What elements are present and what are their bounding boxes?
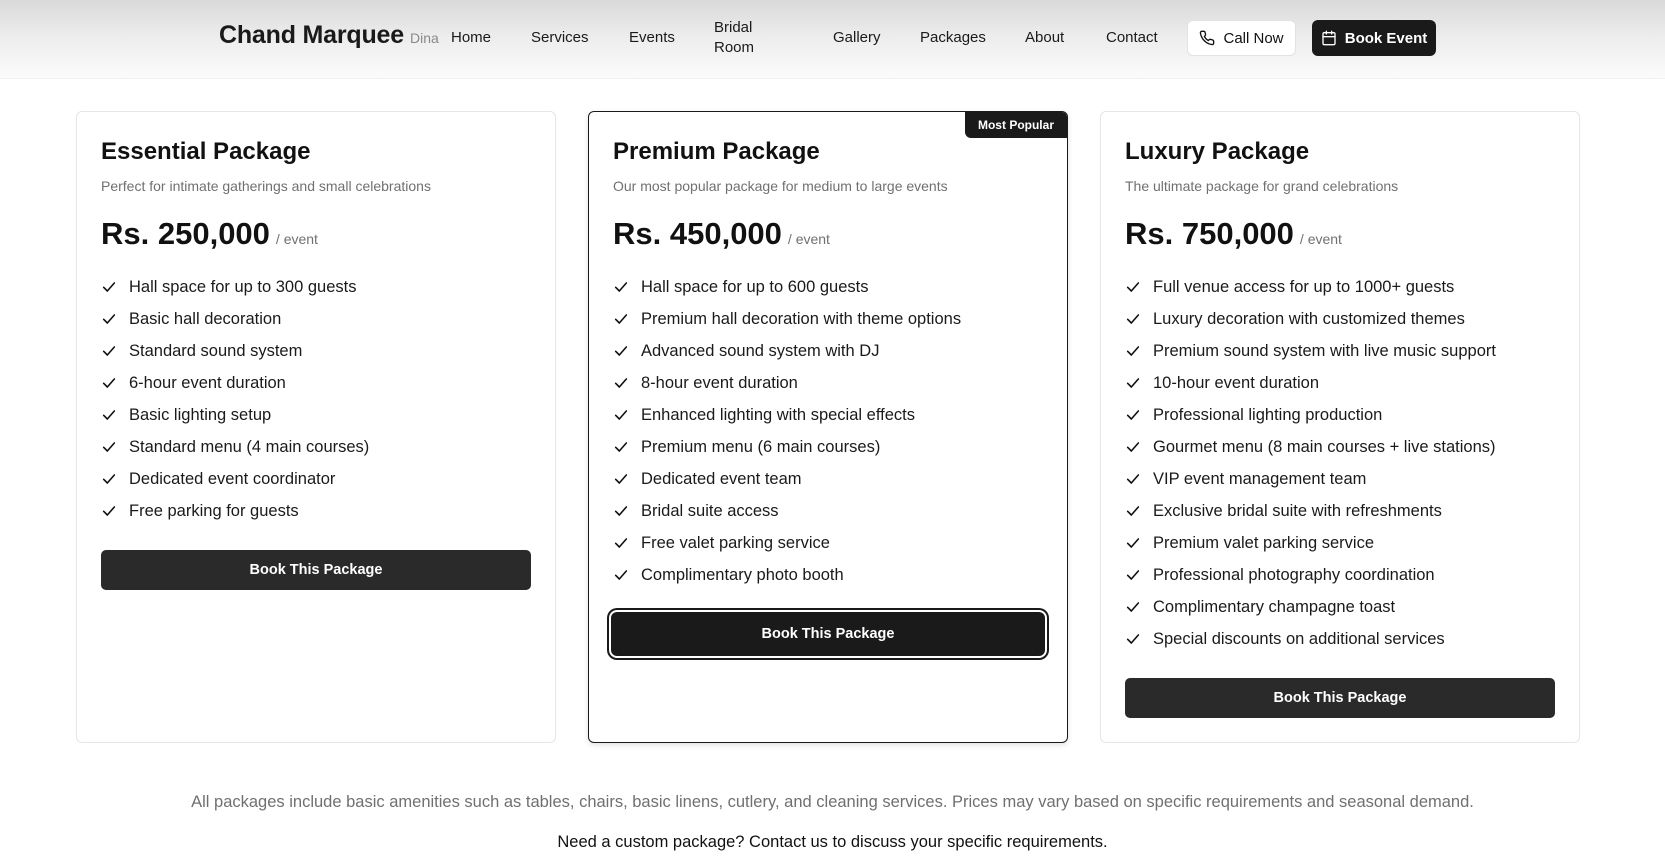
book-event-label: Book Event — [1344, 29, 1428, 47]
feature-item — [1125, 335, 1496, 367]
check-icon — [613, 439, 629, 455]
price-row — [613, 216, 830, 252]
feature-label: Complimentary champagne toast — [1153, 597, 1396, 616]
feature-item — [1125, 527, 1496, 559]
feature-item — [613, 559, 961, 591]
feature-label: Premium hall decoration with theme options — [641, 309, 962, 328]
feature-item — [101, 303, 369, 335]
feature-label: Standard menu (4 main courses) — [129, 437, 370, 456]
feature-label: Professional photography coordination — [1153, 565, 1435, 584]
feature-label: Gourmet menu (8 main courses + live stations) — [1153, 437, 1496, 456]
package-description: The ultimate package for grand celebrations — [1125, 178, 1399, 194]
nav-about[interactable]: About — [1025, 29, 1065, 46]
feature-item — [1125, 591, 1496, 623]
nav-home[interactable]: Home — [451, 29, 492, 46]
amenities-note: All packages include basic amenities such as tables, chairs, basic linens, cutlery, and cleaning services. Prices may vary based on specific requirements and seasonal demand. — [191, 793, 1474, 811]
price-row — [101, 216, 318, 252]
feature-list — [1125, 271, 1496, 655]
feature-label: Enhanced lighting with special effects — [641, 405, 915, 424]
feature-label: Advanced sound system with DJ — [641, 341, 880, 360]
feature-item — [101, 495, 369, 527]
feature-item — [613, 367, 961, 399]
feature-item — [613, 495, 961, 527]
check-icon — [1125, 279, 1141, 295]
price-unit: / event — [1299, 231, 1342, 247]
check-icon — [1125, 503, 1141, 519]
check-icon — [101, 279, 117, 295]
check-icon — [1125, 439, 1141, 455]
nav-services[interactable]: Services — [531, 29, 589, 46]
check-icon — [101, 439, 117, 455]
feature-label: Premium valet parking service — [1153, 533, 1374, 552]
check-icon — [101, 471, 117, 487]
feature-label: 8-hour event duration — [641, 373, 798, 392]
check-icon — [613, 535, 629, 551]
custom-package-cta[interactable]: Need a custom package? Contact us to discuss your specific requirements. — [557, 833, 1108, 851]
feature-item — [1125, 559, 1496, 591]
check-icon — [1125, 535, 1141, 551]
feature-label: Hall space for up to 300 guests — [129, 277, 357, 296]
feature-item — [1125, 367, 1496, 399]
check-icon — [613, 343, 629, 359]
feature-label: Special discounts on additional services — [1153, 629, 1445, 648]
most-popular-badge: Most Popular — [965, 112, 1067, 138]
check-icon — [613, 279, 629, 295]
feature-item — [1125, 463, 1496, 495]
feature-item — [101, 431, 369, 463]
check-icon — [101, 343, 117, 359]
check-icon — [613, 407, 629, 423]
feature-item — [613, 527, 961, 559]
book-package-button[interactable]: Book This Package — [611, 612, 1045, 656]
feature-label: Exclusive bridal suite with refreshments — [1153, 501, 1442, 520]
call-now-label: Call Now — [1223, 29, 1284, 47]
feature-label: Dedicated event coordinator — [129, 469, 336, 488]
feature-label: 6-hour event duration — [129, 373, 286, 392]
feature-list — [613, 271, 961, 591]
feature-item — [613, 463, 961, 495]
package-title: Premium Package — [613, 138, 820, 165]
feature-label: Basic lighting setup — [129, 405, 272, 424]
feature-label: Full venue access for up to 1000+ guests — [1153, 277, 1455, 296]
check-icon — [1125, 311, 1141, 327]
nav-contact[interactable]: Contact — [1106, 29, 1158, 46]
check-icon — [613, 311, 629, 327]
feature-label: Hall space for up to 600 guests — [641, 277, 869, 296]
book-package-button[interactable]: Book This Package — [101, 550, 531, 590]
feature-label: Bridal suite access — [641, 501, 779, 520]
feature-item — [1125, 431, 1496, 463]
feature-item — [613, 431, 961, 463]
check-icon — [613, 503, 629, 519]
feature-label: Luxury decoration with customized themes — [1153, 309, 1465, 328]
feature-item — [101, 463, 369, 495]
feature-label: Basic hall decoration — [129, 309, 282, 328]
check-icon — [1125, 471, 1141, 487]
brand-subtitle: Dina — [410, 30, 439, 46]
check-icon — [613, 375, 629, 391]
brand-logo[interactable]: Chand Marquee — [219, 21, 404, 49]
feature-item — [613, 335, 961, 367]
feature-label: Standard sound system — [129, 341, 303, 360]
package-title: Luxury Package — [1125, 138, 1310, 165]
feature-item — [101, 399, 369, 431]
nav-gallery[interactable]: Gallery — [833, 29, 881, 46]
feature-label: Premium menu (6 main courses) — [641, 437, 881, 456]
book-package-button[interactable]: Book This Package — [1125, 678, 1555, 718]
package-card-luxury — [1100, 111, 1580, 743]
calendar-icon — [1321, 30, 1337, 46]
feature-item — [101, 367, 369, 399]
check-icon — [101, 503, 117, 519]
feature-label: Complimentary photo booth — [641, 565, 844, 584]
feature-item — [1125, 271, 1496, 303]
package-title: Essential Package — [101, 138, 311, 165]
check-icon — [101, 311, 117, 327]
feature-item — [613, 399, 961, 431]
check-icon — [1125, 599, 1141, 615]
package-description: Perfect for intimate gatherings and small celebrations — [101, 178, 431, 194]
feature-item — [101, 271, 369, 303]
feature-label: Free parking for guests — [129, 501, 299, 520]
check-icon — [1125, 375, 1141, 391]
feature-item — [1125, 303, 1496, 335]
feature-label: VIP event management team — [1153, 469, 1367, 488]
feature-item — [1125, 623, 1496, 655]
feature-label: Dedicated event team — [641, 469, 802, 488]
feature-item — [101, 335, 369, 367]
price-unit: / event — [275, 231, 318, 247]
check-icon — [1125, 407, 1141, 423]
site-header — [0, 0, 1665, 79]
feature-label: Professional lighting production — [1153, 405, 1383, 424]
check-icon — [613, 471, 629, 487]
call-now-button[interactable] — [1187, 20, 1296, 56]
check-icon — [613, 567, 629, 583]
nav-bridal-room[interactable]: Bridal Room — [714, 19, 755, 56]
package-price: Rs. 450,000 — [613, 216, 782, 251]
check-icon — [101, 375, 117, 391]
package-price: Rs. 250,000 — [101, 216, 270, 251]
nav-packages[interactable]: Packages — [920, 29, 986, 46]
feature-label: Free valet parking service — [641, 533, 830, 552]
package-card-essential — [76, 111, 556, 743]
check-icon — [1125, 567, 1141, 583]
feature-item — [613, 303, 961, 335]
feature-label: 10-hour event duration — [1153, 373, 1320, 392]
feature-item — [613, 271, 961, 303]
package-price: Rs. 750,000 — [1125, 216, 1294, 251]
phone-icon — [1199, 30, 1215, 46]
price-unit: / event — [787, 231, 830, 247]
check-icon — [1125, 631, 1141, 647]
package-card-premium — [588, 111, 1068, 743]
package-description: Our most popular package for medium to large events — [613, 178, 948, 194]
check-icon — [101, 407, 117, 423]
check-icon — [1125, 343, 1141, 359]
price-row — [1125, 216, 1342, 252]
feature-label: Premium sound system with live music support — [1153, 341, 1496, 360]
feature-item — [1125, 495, 1496, 527]
nav-events[interactable]: Events — [629, 29, 675, 46]
book-event-button[interactable] — [1312, 20, 1436, 56]
feature-item — [1125, 399, 1496, 431]
feature-list — [101, 271, 369, 527]
